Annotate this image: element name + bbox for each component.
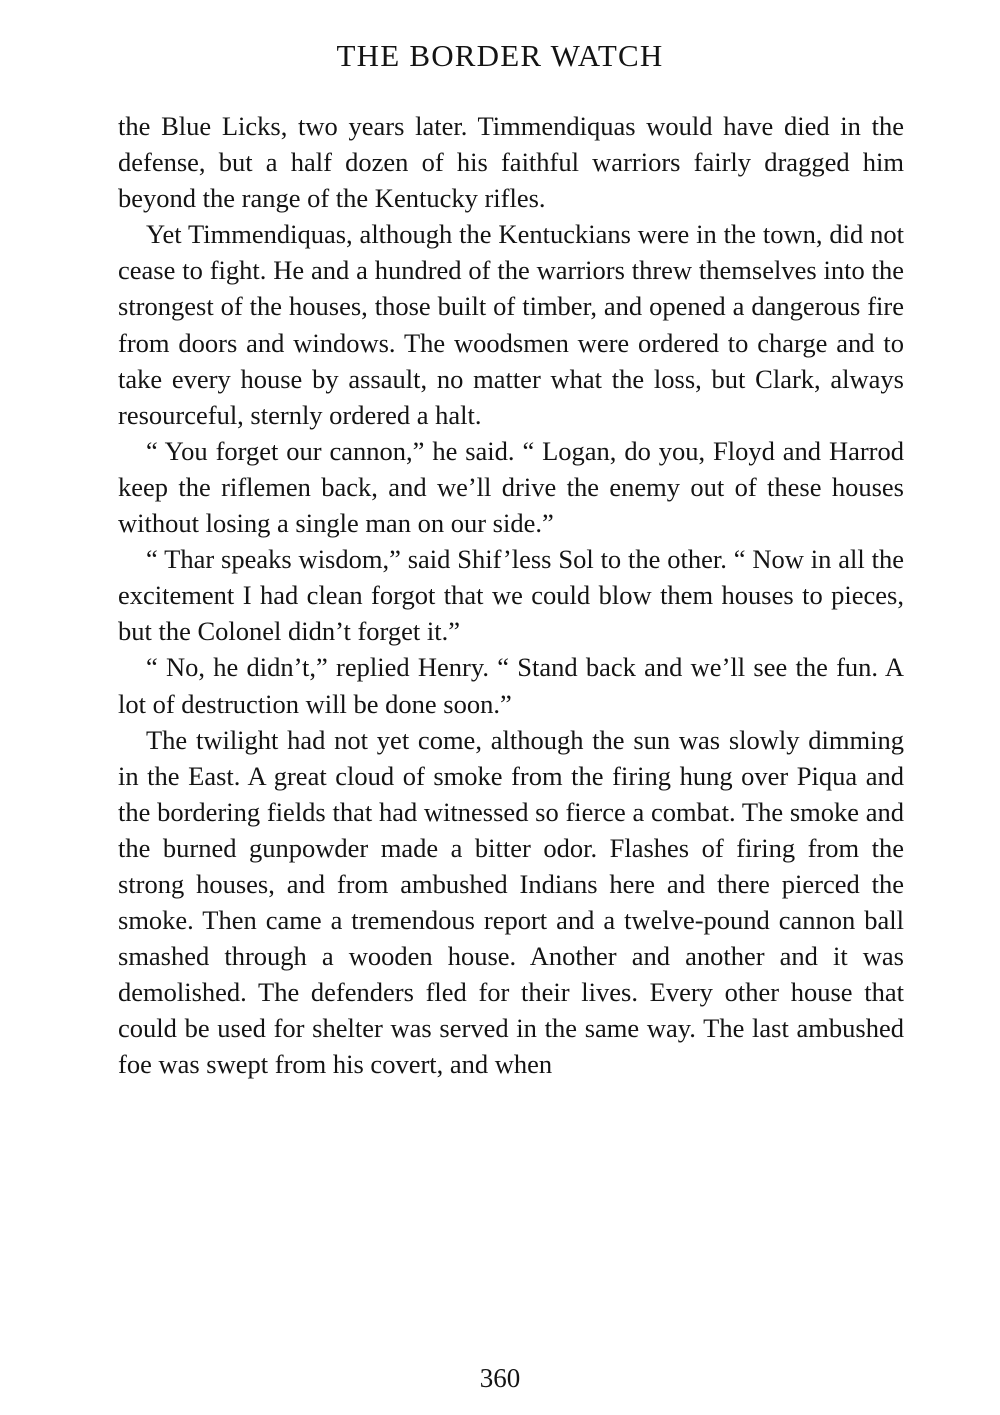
paragraph: “ You forget our cannon,” he said. “ Logan, do you, Floyd and Harrod keep the riflemen back, and we’ll drive the enemy out of these houses without losing a single man on our side.” [118, 435, 904, 539]
paragraph: “ Thar speaks wisdom,” said Shif’less Sol to the other. “ Now in all the excitement I had clean forgot that we could blow them houses to pieces, but the Colonel didn’t forget it.” [118, 544, 904, 647]
paragraph-continued: the Blue Licks, two years later. Timmendiquas would have died in the defense, but a half dozen of his faithful warriors fairly dragged him beyond the range of the Kentucky rifles. [118, 111, 904, 214]
running-head: THE BORDER WATCH [336, 38, 664, 73]
page-number: 360 [479, 1363, 521, 1393]
paragraph: The twilight had not yet come, although the sun was slowly dimming in the East. A great cloud of smoke from the firing hung over Piqua and the bordering fields that had witnessed so fierce a combat. The smoke and the burned gunpowder made a bitter odor. Flashes of firing from the strong houses, and from ambushed Indians here and there pierced the smoke. Then came a tremendous report and a twelve-pound cannon ball smashed through a wooden house. Another and another and it was demolished. The defenders fled for their lives. Every other house that could be used for shelter was served in the same way. The last ambushed foe was swept from his covert, and when [118, 724, 904, 1080]
paragraph: “ No, he didn’t,” replied Henry. “ Stand back and we’ll see the fun. A lot of destruction will be done soon.” [118, 652, 904, 719]
paragraph: Yet Timmendiquas, although the Kentuckians were in the town, did not cease to fight. He and a hundred of the warriors threw themselves into the strongest of the houses, those built of timber, and opened a dangerous fire from doors and windows. The woodsmen were ordered to charge and to take every house by assault, no matter what the loss, but Clark, always resourceful, sternly ordered a halt. [118, 219, 904, 430]
page-body [118, 108, 904, 1083]
